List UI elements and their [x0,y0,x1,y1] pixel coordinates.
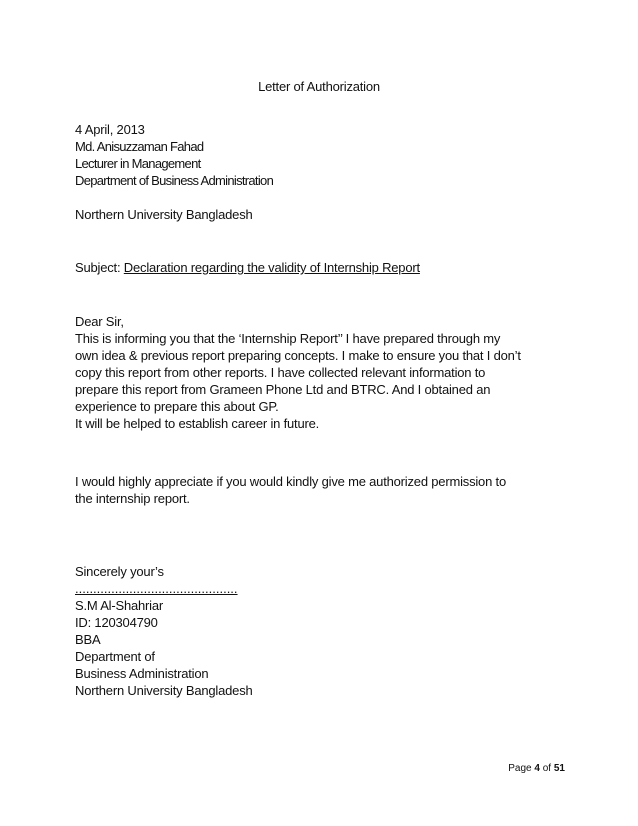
sender-institution: Northern University Bangladesh [75,683,253,698]
recipient-institution: Northern University Bangladesh [75,207,253,222]
page-number: 4 [534,763,540,774]
sender-program: BBA [75,632,101,647]
body-line: copy this report from other reports. I have collected relevant information to [75,365,486,380]
subject-label: Subject: [75,260,124,275]
sender-id: ID: 120304790 [75,615,158,630]
salutation: Dear Sir, [75,314,124,329]
sender-department-line1: Department of [75,649,155,664]
page-prefix: Page [508,763,535,774]
recipient-department: Department of Business Administration [75,173,274,188]
body-line: It will be helped to establish career in future. [75,416,320,431]
request-line: I would highly appreciate if you would kindly give me authorized permission to [75,474,506,489]
recipient-position: Lecturer in Management [75,156,201,171]
closing: Sincerely your’s [75,564,164,579]
signature-line: ............................................. [75,581,238,596]
body-line: This is informing you that the ‘Internship Report’’ I have prepared through my [75,331,501,346]
body-line: prepare this report from Grameen Phone Ltd and BTRC. And I obtained an [75,382,491,397]
letter-title: Letter of Authorization [258,79,380,94]
subject-line [75,259,420,276]
recipient-name: Md. Anisuzzaman Fahad [75,139,204,154]
request-line: the internship report. [75,491,190,506]
letter-date: 4 April, 2013 [75,122,145,137]
sender-department-line2: Business Administration [75,666,209,681]
body-line: own idea & previous report preparing concepts. I make to ensure you that I don’t [75,348,521,363]
page-total: 51 [553,763,565,774]
sender-name: S.M Al-Shahriar [75,598,164,613]
page-footer [508,762,565,775]
subject-text: Declaration regarding the validity of Internship Report [123,260,420,275]
page-of: of [539,763,554,774]
body-line: experience to prepare this about GP. [75,399,279,414]
